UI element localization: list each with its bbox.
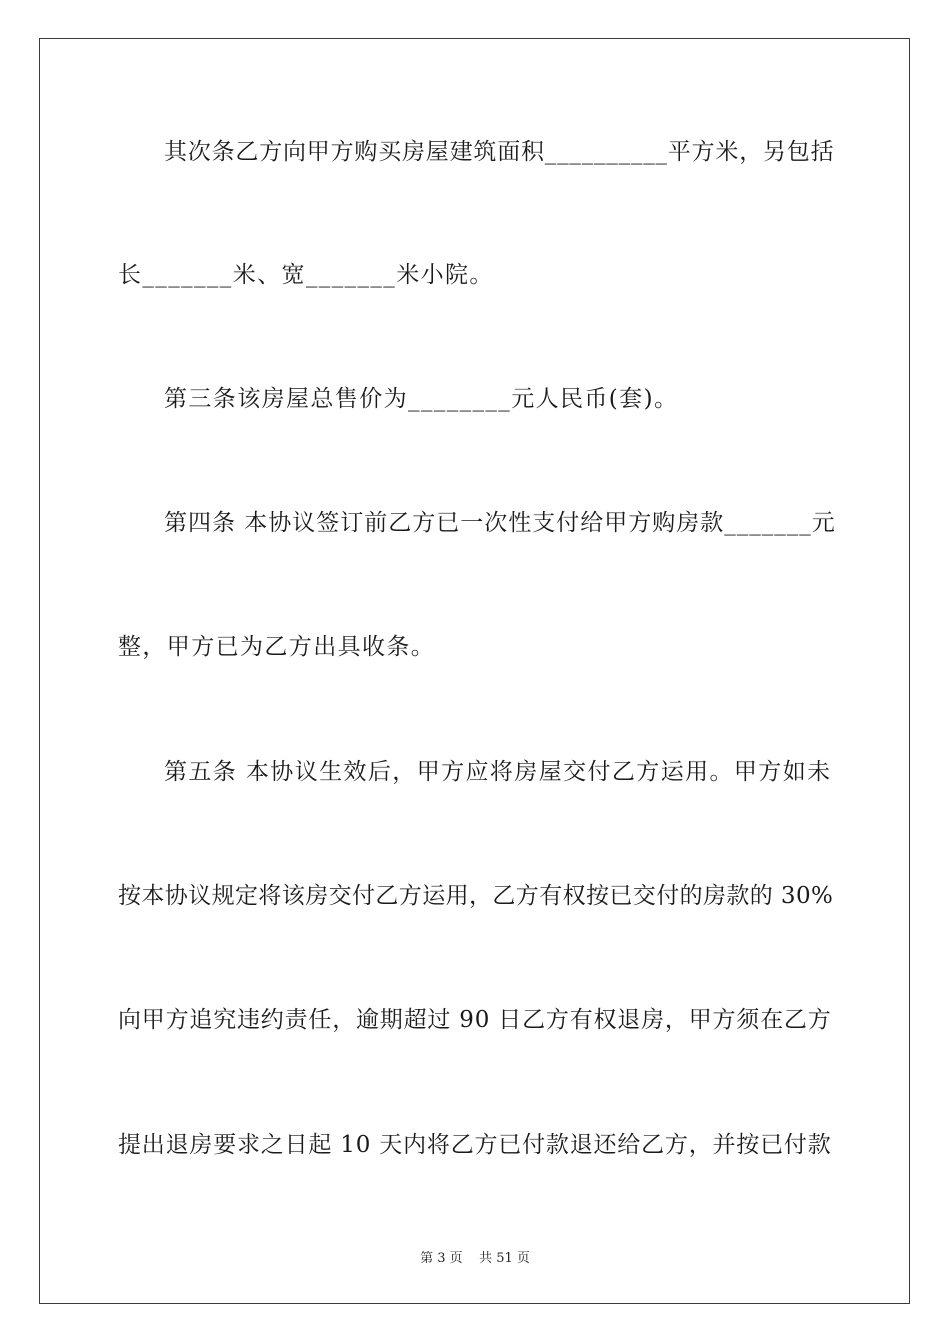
paragraph-line-5: 整，甲方已为乙方出具收条。: [118, 634, 436, 660]
paragraph-line-7: 按本协议规定将该房交付乙方运用，乙方有权按已交付的房款的 30%: [118, 883, 834, 909]
paragraph-line-6: 第五条 本协议生效后，甲方应将房屋交付乙方运用。甲方如未: [164, 759, 832, 785]
page-number-footer: 第 3 页 共 51 页: [420, 1251, 530, 1266]
paragraph-line-4: 第四条 本协议签订前乙方已一次性支付给甲方购房款_______元: [164, 510, 836, 536]
paragraph-line-1: 其次条乙方向甲方购买房屋建筑面积__________平方米，另包括: [164, 139, 835, 165]
paragraph-line-3: 第三条该房屋总售价为________元人民币(套)。: [164, 386, 679, 412]
page-border: [39, 38, 910, 1304]
paragraph-line-2: 长_______米、宽_______米小院。: [118, 262, 494, 288]
paragraph-line-8: 向甲方追究违约责任，逾期超过 90 日乙方有权退房，甲方须在乙方: [118, 1007, 832, 1033]
paragraph-line-9: 提出退房要求之日起 10 天内将乙方已付款退还给乙方，并按已付款: [118, 1132, 832, 1158]
